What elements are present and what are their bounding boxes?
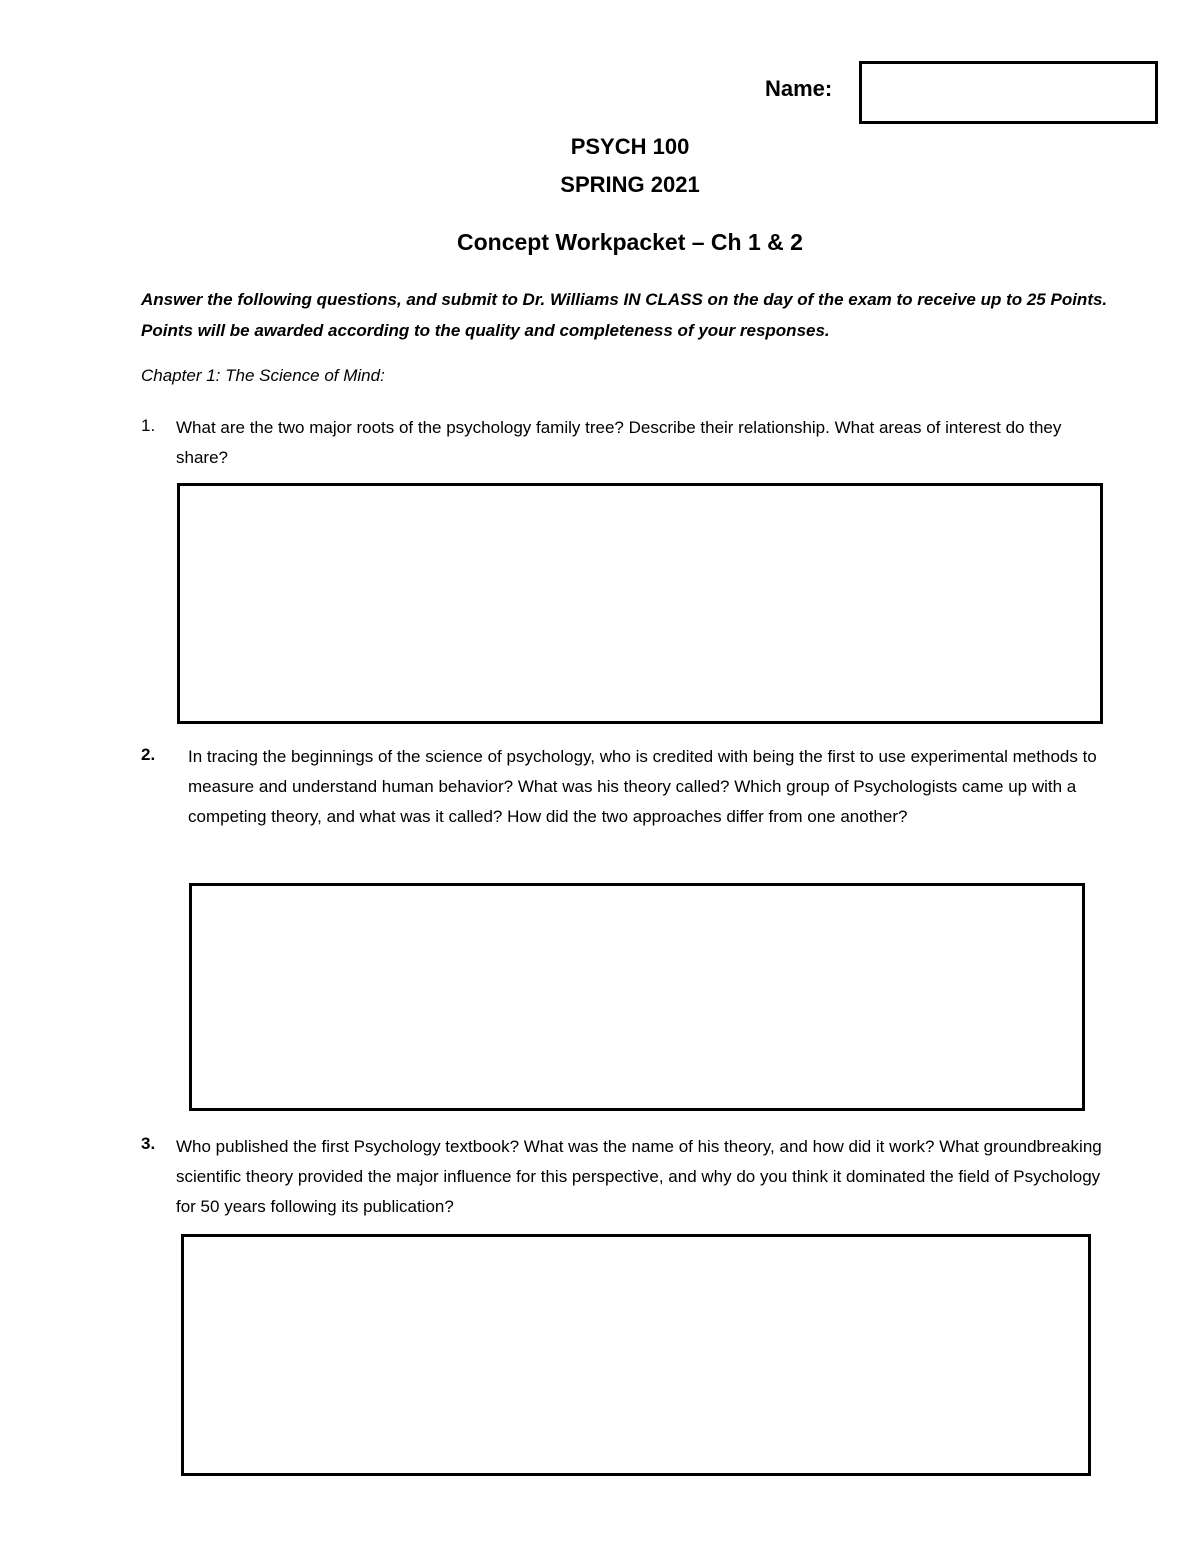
question-2-number: 2. — [141, 745, 156, 764]
question-1-answer-box[interactable] — [177, 483, 1103, 724]
course-title: PSYCH 100 — [570, 134, 690, 159]
question-1-text: What are the two major roots of the psychology family tree? Describe their relationship. What areas of interest do they share? — [176, 418, 1062, 467]
name-field[interactable] — [859, 61, 1158, 124]
question-1-number: 1. — [141, 416, 156, 435]
name-label: Name: — [765, 76, 833, 101]
term-title: SPRING 2021 — [560, 172, 700, 197]
instructions-text: Answer the following questions, and submit to Dr. Williams IN CLASS on the day of the exam to receive up to 25 Points. Points will be awarded according to the quality and completeness of your responses. — [141, 290, 1108, 340]
question-3-text: Who published the first Psychology textbook? What was the name of his theory, and how did it work? What groundbreaking scientific theory provided the major influence for this perspective, and why do you think it dominated the field of Psychology for 50 years following its publication? — [176, 1137, 1102, 1216]
question-3-number: 3. — [141, 1134, 156, 1153]
chapter-heading: Chapter 1: The Science of Mind: — [141, 366, 385, 385]
question-3-answer-box[interactable] — [181, 1234, 1091, 1476]
packet-title: Concept Workpacket – Ch 1 & 2 — [457, 229, 803, 255]
question-2-answer-box[interactable] — [189, 883, 1085, 1111]
question-2-text: In tracing the beginnings of the science of psychology, who is credited with being the first to use experimental methods to measure and understand human behavior? What was his theory called? Which group of Psychologists came up with a competing theory, and what was it called? How did the two approaches differ from one another? — [188, 747, 1097, 826]
